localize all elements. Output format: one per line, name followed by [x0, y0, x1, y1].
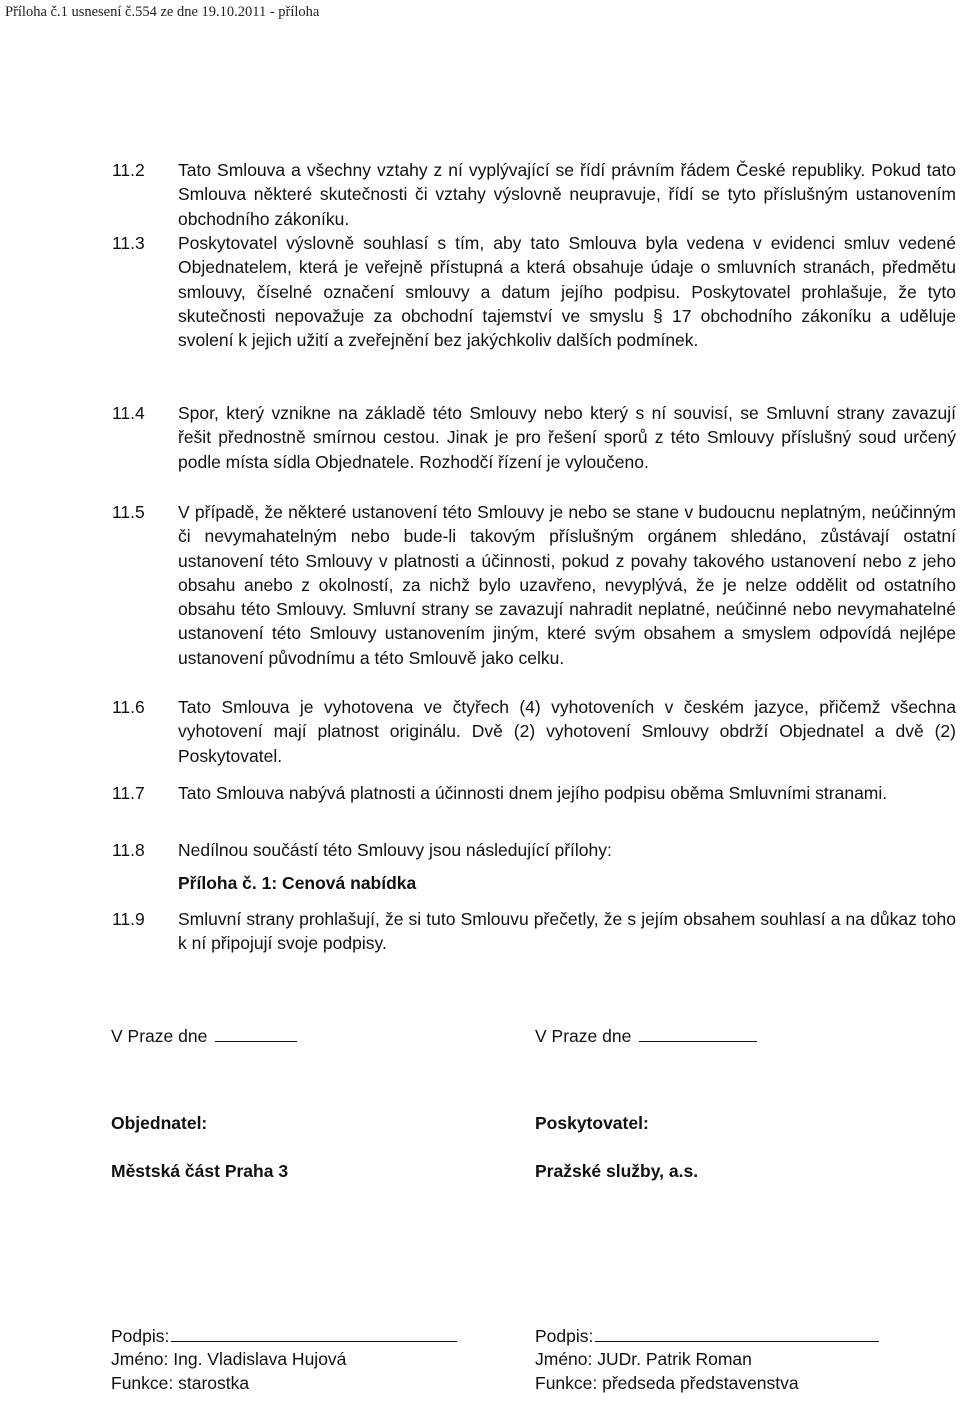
signature-block-provider [535, 1023, 955, 1393]
document-header: Příloha č.1 usnesení č.554 ze dne 19.10.2011 - příloha [5, 4, 320, 20]
date-blank [639, 1023, 757, 1042]
signatory-name: Jméno: JUDr. Patrik Roman [535, 1349, 752, 1369]
clause-text: Tato Smlouva nabývá platnosti a účinnosti dnem jejího podpisu oběma Smluvními stranami. [178, 783, 888, 803]
party-name: Pražské služby, a.s. [535, 1161, 699, 1181]
signature-label: Podpis: [111, 1326, 170, 1346]
clause-number: 11.2 [112, 160, 145, 180]
date-blank [215, 1023, 297, 1042]
party-label: Objednatel: [111, 1113, 208, 1133]
clause-text: Smluvní strany prohlašují, že si tuto Smlouvu přečetly, že s jejím obsahem souhlasí a na důkaz toho k ní připojují svoje podpisy. [178, 909, 956, 954]
place-label: V Praze dne [111, 1026, 208, 1046]
signatory-name: Jméno: Ing. Vladislava Hujová [111, 1349, 347, 1369]
party-name: Městská část Praha 3 [111, 1161, 289, 1181]
clause-number: 11.8 [112, 840, 145, 860]
signature-line [535, 1323, 879, 1348]
signature-label: Podpis: [535, 1326, 594, 1346]
clause-number: 11.9 [112, 909, 145, 929]
clause-number: 11.7 [112, 783, 145, 803]
signatory-function: Funkce: starostka [111, 1373, 250, 1393]
clause-text: Nedílnou součástí této Smlouvy jsou následující přílohy: [178, 840, 612, 860]
signature-line [111, 1323, 457, 1348]
clause-number: 11.5 [112, 502, 145, 522]
clause-number: 11.6 [112, 697, 145, 717]
signatory-function: Funkce: předseda představenstva [535, 1373, 799, 1393]
clause-text: Poskytovatel výslovně souhlasí s tím, aby tato Smlouva byla vedena v evidenci smluv vedené Objednatelem, která je veřejně přístupná a která obsahuje údaje o smluvních stranách, předmětu smlouvy, číselné označení smlouvy a datum jejího podpisu. Poskytovatel prohlašuje, že tyto skutečnosti nepovažuje za obchodní tajemství ve smyslu § 17 obchodního zákoníku a uděluje svolení k jejich užití a zveřejnění bez jakýchkoliv dalších podmínek. [178, 233, 956, 351]
signature-blank [171, 1323, 457, 1342]
clause-text: Tato Smlouva a všechny vztahy z ní vyplývající se řídí právním řádem České republiky. Pokud tato Smlouva některé skutečnosti či vztahy výslovně neupravuje, řídí se tyto příslušným ustanovením obchodního zákoníku. [178, 160, 956, 229]
clause-number: 11.4 [112, 403, 145, 423]
clause-text: V případě, že některé ustanovení této Smlouvy je nebo se stane v budoucnu neplatným, neúčinným či nevymahatelným nebo bude-li takovým příslušným orgánem shledáno, zůstávají ostatní ustanovení této Smlouvy v platnosti a účinnosti, pokud z povahy takového ustanovení nebo z jeho obsahu anebo z okolností, za nichž bylo uzavřeno, nevyplývá, že je nelze oddělit od ostatního obsahu této Smlouvy. Smluvní strany se zavazují nahradit neplatné, neúčinné nebo nevymahatelné ustanovení této Smlouvy ustanovením jiným, které svým obsahem a smyslem odpovídá nejlépe ustanovení původnímu a této Smlouvě jako celku. [178, 502, 956, 668]
party-label: Poskytovatel: [535, 1113, 649, 1133]
place-label: V Praze dne [535, 1026, 632, 1046]
clause-text: Spor, který vznikne na základě této Smlouvy nebo který s ní souvisí, se Smluvní strany zavazují řešit přednostně smírnou cestou. Jinak je pro řešení sporů z této Smlouvy příslušný soud určený podle místa sídla Objednatele. Rozhodčí řízení je vyloučeno. [178, 403, 956, 472]
place-date-line [111, 1023, 511, 1048]
clause-number: 11.3 [112, 233, 145, 253]
clause-text: Tato Smlouva je vyhotovena ve čtyřech (4) vyhotoveních v českém jazyce, přičemž všechna vyhotovení mají platnost originálu. Dvě (2) vyhotovení Smlouvy obdrží Objednatel a dvě (2) Poskytovatel. [178, 697, 956, 766]
signature-block-client [111, 1023, 511, 1393]
attachment-label: Příloha č. 1: Cenová nabídka [178, 873, 417, 893]
signature-blank [595, 1323, 879, 1342]
place-date-line [535, 1023, 955, 1048]
